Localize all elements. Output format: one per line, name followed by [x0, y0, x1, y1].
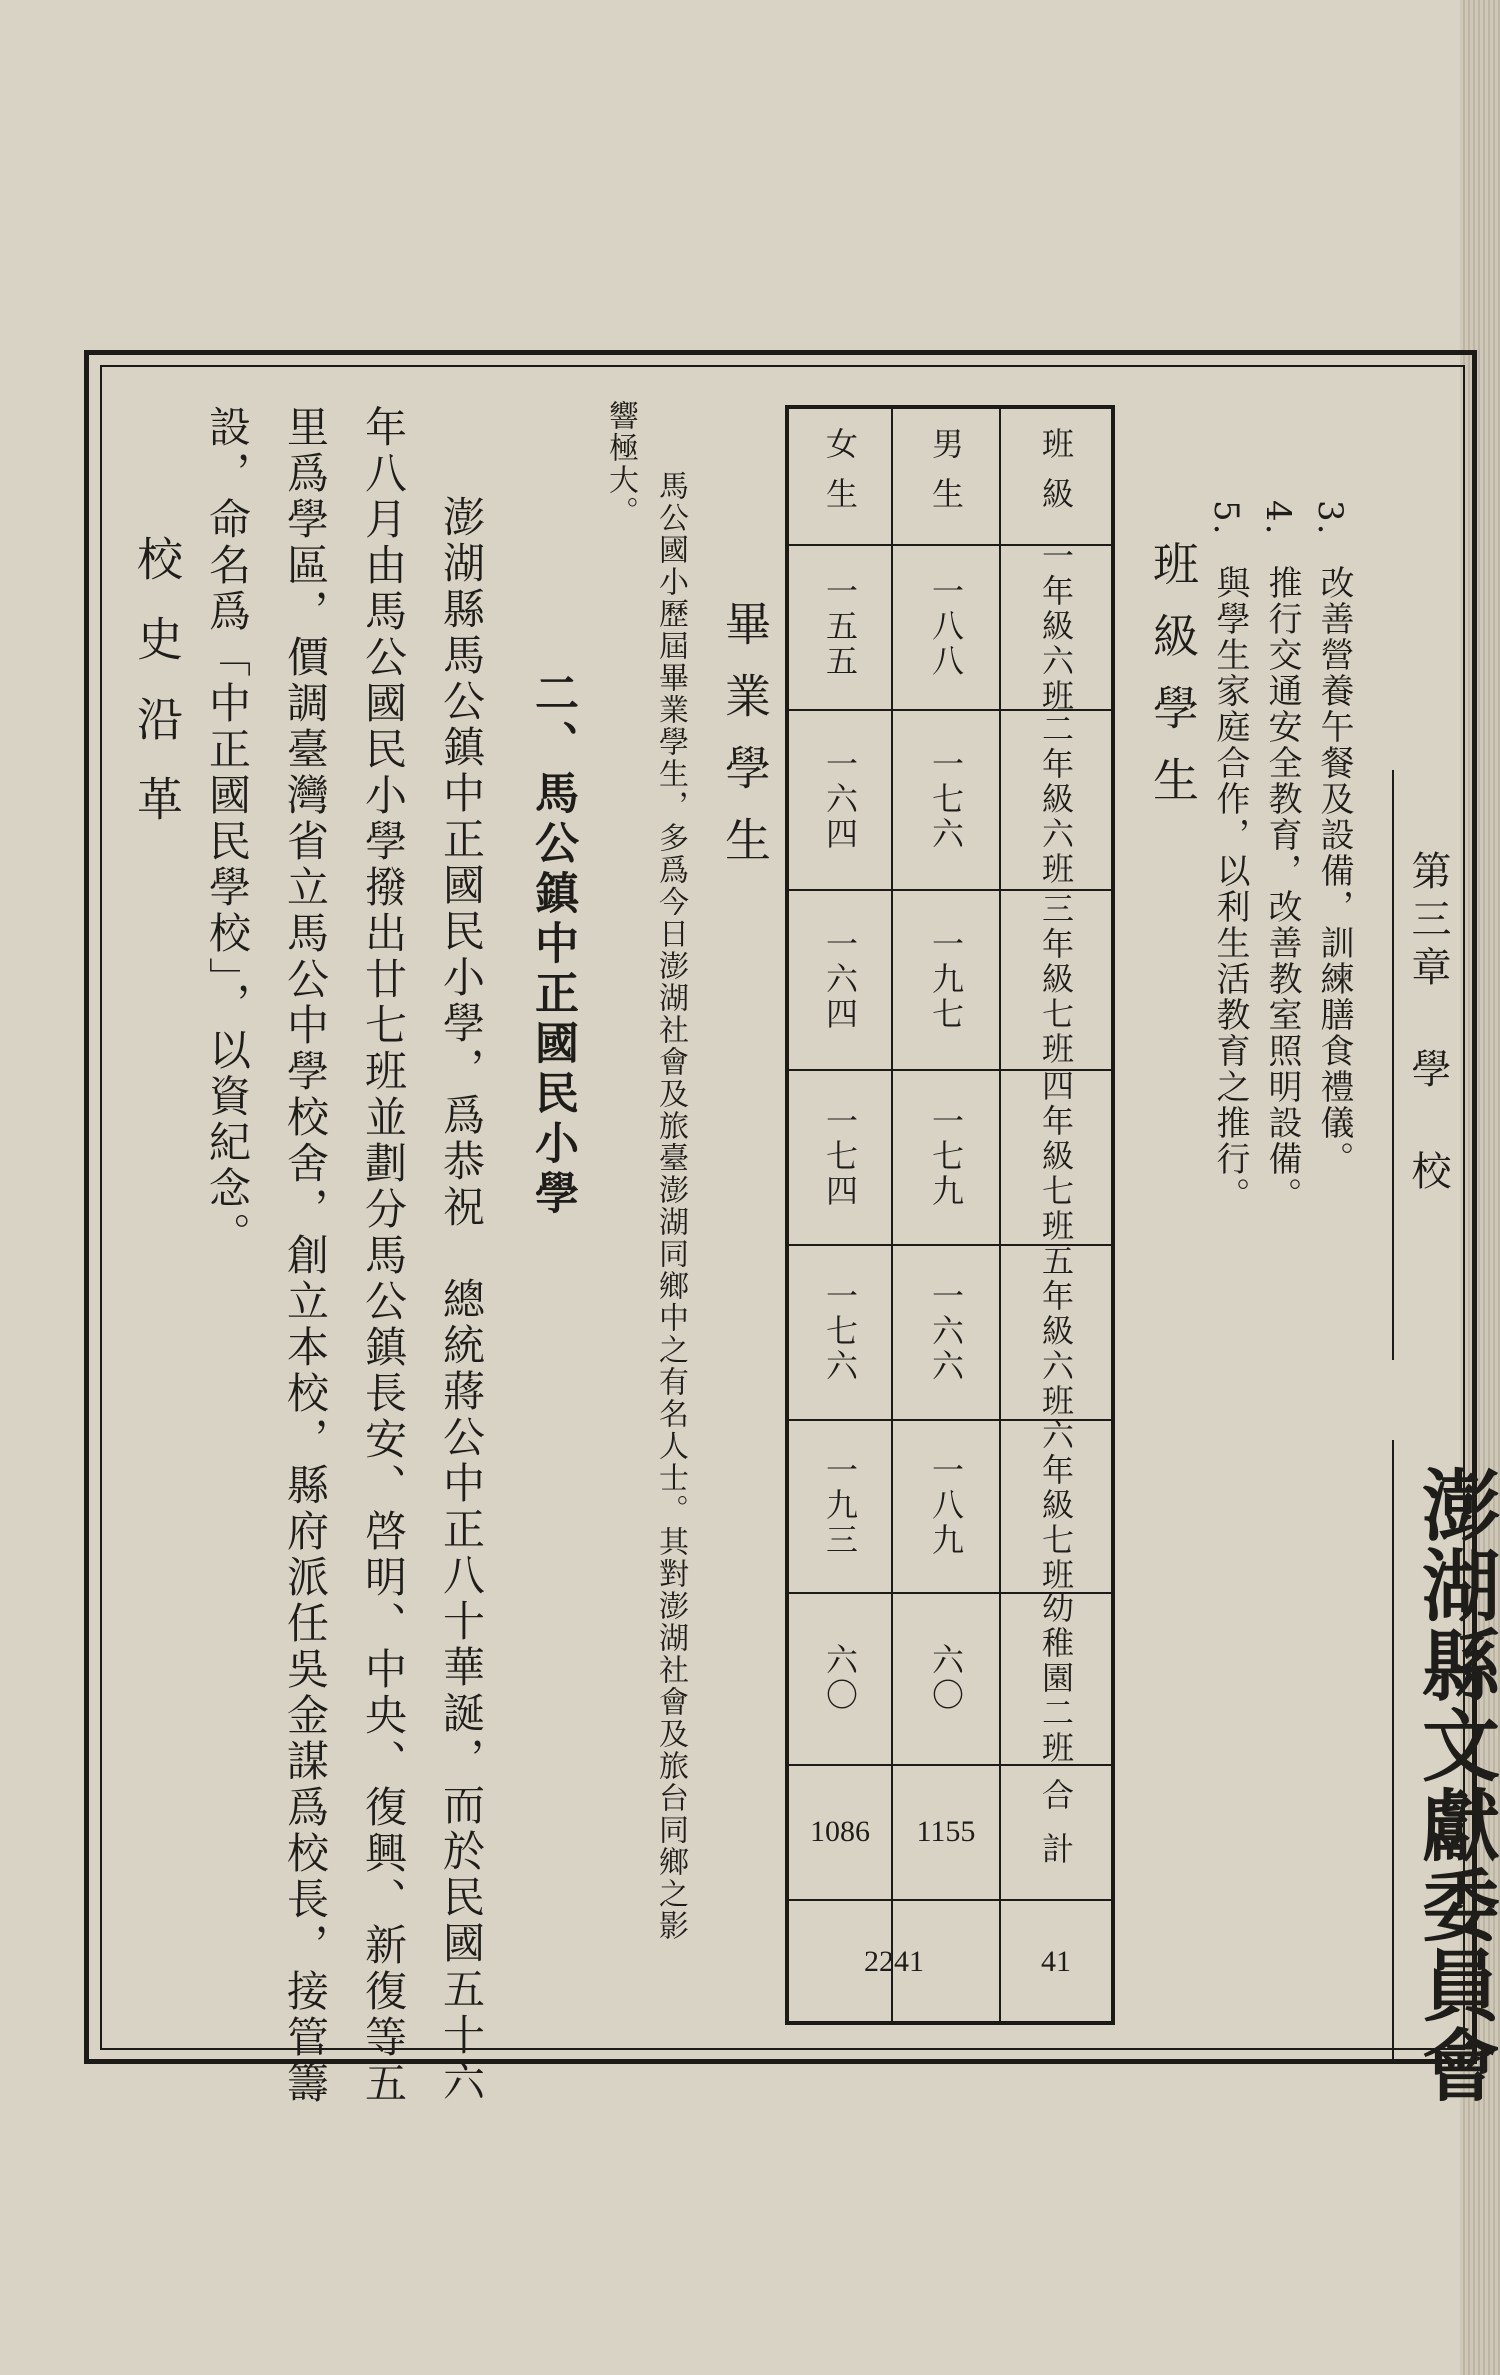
list-item: [1258, 500, 1298, 545]
list-item-text: 與學生家庭合作，以利生活教育之推行。: [1210, 565, 1250, 1213]
table-cell-girls: 一五五: [821, 574, 859, 679]
table-cell-girls: 一九三: [821, 1453, 859, 1558]
item-number: 5.: [1206, 500, 1246, 537]
header-rule: [1392, 770, 1394, 1360]
section-heading: 畢業學生: [718, 600, 772, 888]
item-number: 4.: [1258, 500, 1298, 537]
paragraph-line: 響極大。: [603, 400, 638, 528]
table-cell-grade: 五年級六班: [1037, 1244, 1075, 1419]
table-cell-total-boys: 1155: [916, 1814, 976, 1848]
list-item: [1310, 500, 1350, 545]
table-cell-grade: 三年級七班: [1037, 891, 1075, 1067]
student-table: [785, 405, 1115, 2025]
list-item: [1206, 500, 1246, 545]
section-heading: 班級學生: [1146, 540, 1200, 828]
table-cell-total-students: 2241: [864, 1944, 924, 1978]
table-header-cell: 男生: [927, 426, 965, 527]
table-cell-grade: 六年級七班: [1037, 1418, 1075, 1593]
header-rule: [1392, 1440, 1394, 2060]
list-item-text: 改善營養午餐及設備，訓練膳食禮儀。: [1314, 565, 1354, 1177]
table-cell-girls: 一七四: [821, 1104, 859, 1209]
table-cell-total-label: 合計: [1037, 1777, 1075, 1886]
table-cell-grade: 二年級六班: [1037, 711, 1075, 887]
section-title: 二、馬公鎮中正國民小學: [527, 670, 578, 1220]
table-cell-grade: 幼稚園二班: [1037, 1590, 1075, 1766]
table-cell-boys: 六〇: [927, 1643, 965, 1713]
table-cell-girls: 一六四: [821, 926, 859, 1032]
table-cell-girls: 一七六: [821, 1279, 859, 1384]
table-cell-boys: 一八八: [927, 574, 965, 679]
paragraph-line: 設，命名爲「中正國民學校」，以資紀念。: [203, 405, 252, 1258]
paragraph-line: 澎湖縣馬公鎮中正國民小學，爲恭祝 總統蔣公中正八十華誕，而於民國五十六: [437, 495, 486, 2105]
section-heading: 校史沿革: [130, 535, 184, 855]
table-cell-boys: 一六六: [927, 1279, 965, 1384]
item-number: 3.: [1310, 500, 1350, 537]
list-item-text: 推行交通安全教育，改善教室照明設備。: [1262, 565, 1302, 1213]
table-cell-boys: 一八九: [927, 1453, 965, 1558]
table-header-cell: 班級: [1037, 426, 1075, 527]
table-cell-grade: 一年級六班: [1037, 539, 1075, 714]
table-cell-boys: 一七六: [927, 746, 965, 852]
chapter-title: 第三章 學 校: [1405, 850, 1451, 1198]
table-cell-grade: 四年級七班: [1037, 1069, 1075, 1244]
table-cell-boys: 一七九: [927, 1104, 965, 1209]
table-cell-total-girls: 1086: [810, 1814, 870, 1848]
table-header-cell: 女生: [821, 426, 859, 527]
table-cell-girls: 一六四: [821, 746, 859, 852]
paragraph-line: 年八月由馬公國民小學撥出廿七班並劃分馬公鎮長安、啓明、中央、復興、新復等五: [359, 405, 408, 2107]
paragraph-line: 里爲學區，價調臺灣省立馬公中學校舍，創立本校，縣府派任吳金謀爲校長，接管籌: [281, 405, 330, 2107]
paragraph-line: 馬公國小歷屆畢業學生，多爲今日澎湖社會及旅臺澎湖同鄉中之有名人士。其對澎湖社會及旅台同鄉之影: [653, 470, 688, 1942]
table-cell-boys: 一九七: [927, 926, 965, 1032]
table-cell-girls: 六〇: [821, 1643, 859, 1713]
publisher-name: 澎湖縣文獻委員會: [1409, 1465, 1500, 2105]
table-cell-total-classes: 41: [1041, 1944, 1071, 1978]
